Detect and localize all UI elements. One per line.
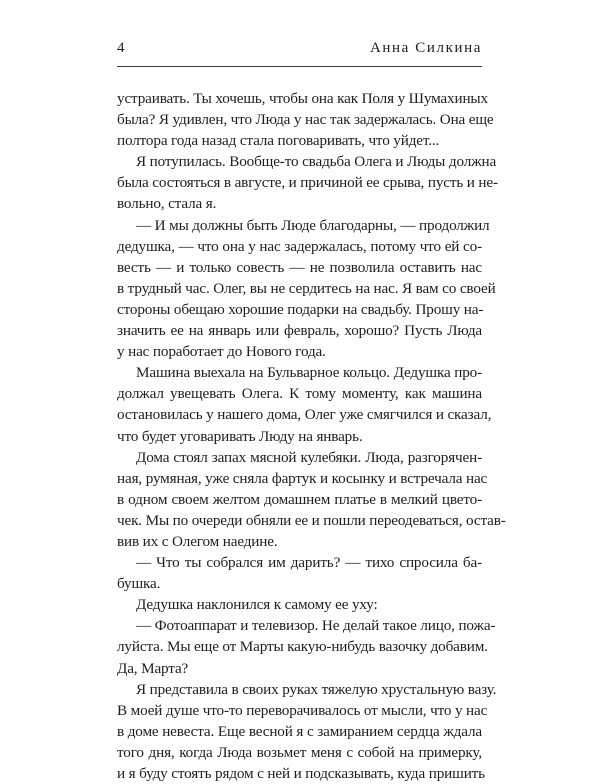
text-line: в одном своем желтом домашнем платье в мелкий цвето- [117, 490, 482, 508]
text-line: дедушка, — что она у нас задержалась, потому что ей со- [117, 237, 482, 255]
text-line: весть — и только совесть — не позволила оставить нас [117, 258, 482, 276]
text-line: ная, румяная, уже сняла фартук и косынку и встречала нас [117, 469, 488, 487]
text-line: Да, Марта? [117, 659, 189, 677]
text-line: Я потупилась. Вообще-то свадьба Олега и Люды должна [136, 153, 497, 171]
text-line: устраивать. Ты хочешь, чтобы она как Поля у Шумахиных [117, 90, 488, 107]
text-line: в трудный час. Олег, вы не сердитесь на нас. Я вам со своей [117, 279, 496, 297]
text-line: луйста. Мы еще от Марты какую-нибудь вазочку добавим. [117, 638, 488, 656]
text-line: и я буду стоять рядом с ней и подсказывать, куда пришить [117, 765, 485, 782]
page-number: 4 [117, 40, 125, 56]
text-line: Дедушка наклонился к самому ее уху: [136, 596, 378, 614]
text-line: была состояться в августе, и причиной ее срыва, пусть и не- [117, 174, 498, 192]
text-line: бушка. [117, 575, 161, 593]
text-line: у нас поработает до Нового года. [117, 343, 326, 361]
text-line: вольно, стала я. [117, 195, 217, 213]
text-line: значить ее на январь или февраль, хорошо? Пусть Люда [117, 322, 482, 340]
text-line: стороны обещаю хорошие подарки на свадьбу. Прошу на- [117, 300, 484, 318]
text-line: была? Я удивлен, что Люда у нас так задержалась. Она еще [117, 111, 494, 129]
text-line: В моей душе что-то переворачивалось от мысли, что у нас [117, 701, 488, 719]
text-line: полтора года назад стала поговаривать, что уйдет... [117, 132, 440, 150]
text-line: Дома стоял запах мясной кулебяки. Люда, разгорячен- [136, 448, 482, 466]
text-line: того дня, когда Люда возьмет меня с собой на примерку, [117, 743, 482, 761]
text-line: — Что ты собрался им дарить? — тихо спросила ба- [136, 554, 482, 572]
text-line: вив их с Олегом наедине. [117, 532, 278, 550]
text-line: — Фотоаппарат и телевизор. Не делай такое лицо, пожа- [136, 617, 496, 635]
body-text [117, 88, 506, 784]
text-line: остановилась у нашего дома, Олег уже смягчился и сказал, [117, 406, 492, 424]
running-head-author: Анна Силкина [369, 40, 482, 56]
page-header [117, 36, 482, 67]
text-line: что будет уговаривать Люду на январь. [117, 427, 363, 445]
text-line: Машина выехала на Бульварное кольцо. Дедушка про- [136, 364, 482, 382]
text-line: в доме невеста. Еще весной я с замиранием сердца ждала [117, 722, 482, 740]
text-line: Я представила в своих руках тяжелую хрустальную вазу. [136, 680, 497, 698]
text-line: чек. Мы по очереди обняли ее и пошли переодеваться, остав- [117, 511, 506, 529]
text-line: — И мы должны быть Люде благодарны, — продолжил [136, 216, 490, 234]
text-line: должал увещевать Олега. К тому моменту, как машина [117, 385, 482, 403]
